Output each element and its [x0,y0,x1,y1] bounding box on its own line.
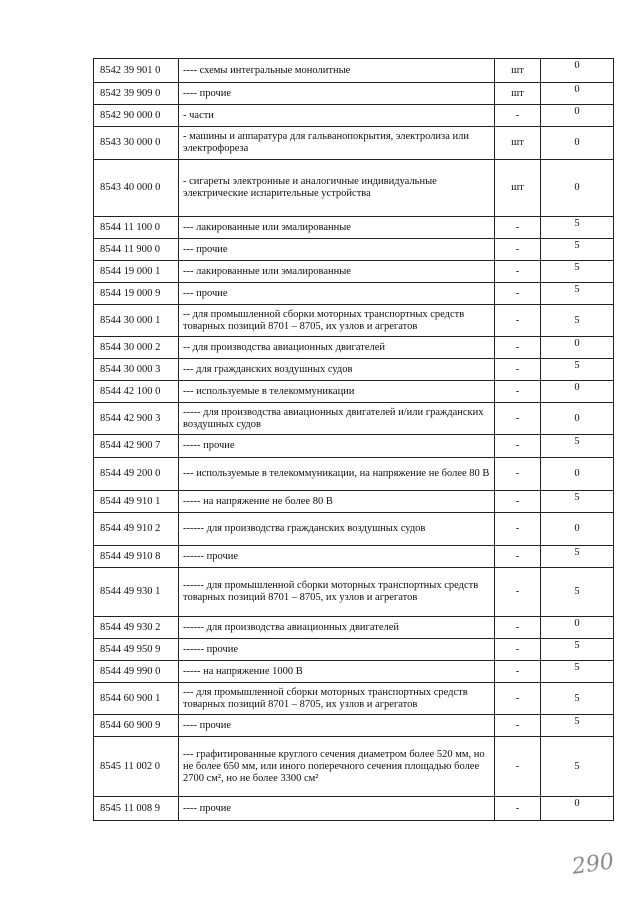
unit-cell: - [495,797,541,821]
code-cell: 8545 11 008 9 [94,797,179,821]
tariff-table-body [94,59,614,821]
description-cell: --- прочие [179,239,495,261]
table-row [94,617,614,639]
duty-rate-cell: 5 [541,683,614,715]
code-cell: 8544 42 900 3 [94,403,179,435]
table-row [94,661,614,683]
code-cell: 8544 19 000 9 [94,283,179,305]
unit-cell: - [495,568,541,617]
code-cell: 8544 11 100 0 [94,217,179,239]
description-cell: ----- на напряжение не более 80 В [179,491,495,513]
code-cell: 8543 30 000 0 [94,127,179,160]
description-cell: ---- прочие [179,83,495,105]
handwritten-page-number: 290 [570,849,616,880]
table-row [94,639,614,661]
duty-rate-cell: 0 [541,513,614,546]
code-cell: 8544 49 930 2 [94,617,179,639]
duty-rate-cell: 0 [541,59,614,83]
unit-cell: - [495,359,541,381]
code-cell: 8544 60 900 9 [94,715,179,737]
table-row [94,381,614,403]
unit-cell: - [495,435,541,458]
table-row [94,491,614,513]
code-cell: 8544 19 000 1 [94,261,179,283]
code-cell: 8544 11 900 0 [94,239,179,261]
description-cell: - машины и аппаратура для гальванопокрытия, электролиза или электрофореза [179,127,495,160]
unit-cell: - [495,337,541,359]
description-cell: ----- на напряжение 1000 В [179,661,495,683]
table-row [94,359,614,381]
table-row [94,83,614,105]
unit-cell: - [495,737,541,797]
duty-rate-cell: 5 [541,359,614,381]
description-cell: - части [179,105,495,127]
duty-rate-cell: 5 [541,491,614,513]
description-cell: --- лакированные или эмалированные [179,261,495,283]
unit-cell: - [495,305,541,337]
table-row [94,217,614,239]
description-cell: ---- схемы интегральные монолитные [179,59,495,83]
description-cell: --- используемые в телекоммуникации [179,381,495,403]
unit-cell: - [495,381,541,403]
duty-rate-cell: 5 [541,305,614,337]
duty-rate-cell: 5 [541,639,614,661]
unit-cell: - [495,458,541,491]
duty-rate-cell: 5 [541,217,614,239]
description-cell: -- для производства авиационных двигателей [179,337,495,359]
code-cell: 8545 11 002 0 [94,737,179,797]
unit-cell: - [495,491,541,513]
unit-cell: шт [495,160,541,217]
description-cell: --- для гражданских воздушных судов [179,359,495,381]
description-cell: ---- прочие [179,797,495,821]
table-row [94,715,614,737]
table-row [94,737,614,797]
table-row [94,568,614,617]
description-cell: ------ для промышленной сборки моторных транспортных средств товарных позиций 8701 – 8705, их узлов и агрегатов [179,568,495,617]
code-cell: 8542 39 909 0 [94,83,179,105]
code-cell: 8544 49 950 9 [94,639,179,661]
table-row [94,797,614,821]
duty-rate-cell: 0 [541,797,614,821]
table-row [94,305,614,337]
code-cell: 8544 30 000 3 [94,359,179,381]
table-row [94,458,614,491]
description-cell: ------ прочие [179,546,495,568]
duty-rate-cell: 5 [541,239,614,261]
description-cell: --- графитированные круглого сечения диаметром более 520 мм, но не более 650 мм, или иного поперечного сечения площадью более 2700 см², но не более 3300 см² [179,737,495,797]
unit-cell: шт [495,59,541,83]
unit-cell: - [495,661,541,683]
duty-rate-cell: 5 [541,737,614,797]
unit-cell: шт [495,83,541,105]
code-cell: 8544 49 910 2 [94,513,179,546]
code-cell: 8544 49 930 1 [94,568,179,617]
duty-rate-cell: 0 [541,617,614,639]
table-row [94,239,614,261]
duty-rate-cell: 5 [541,261,614,283]
description-cell: --- для промышленной сборки моторных транспортных средств товарных позиций 8701 – 8705, их узлов и агрегатов [179,683,495,715]
table-row [94,513,614,546]
code-cell: 8542 90 000 0 [94,105,179,127]
table-row [94,160,614,217]
tariff-table-container [93,58,613,821]
code-cell: 8544 30 000 1 [94,305,179,337]
code-cell: 8544 49 200 0 [94,458,179,491]
description-cell: --- используемые в телекоммуникации, на напряжение не более 80 В [179,458,495,491]
duty-rate-cell: 0 [541,160,614,217]
unit-cell: - [495,261,541,283]
description-cell: ------ для производства авиационных двигателей [179,617,495,639]
unit-cell: - [495,217,541,239]
unit-cell: шт [495,127,541,160]
table-row [94,403,614,435]
description-cell: ------ для производства гражданских воздушных судов [179,513,495,546]
code-cell: 8544 49 990 0 [94,661,179,683]
tariff-table [93,58,614,821]
code-cell: 8544 49 910 1 [94,491,179,513]
duty-rate-cell: 0 [541,83,614,105]
description-cell: ---- прочие [179,715,495,737]
unit-cell: - [495,639,541,661]
code-cell: 8543 40 000 0 [94,160,179,217]
description-cell: - сигареты электронные и аналогичные индивидуальные электрические испарительные устройства [179,160,495,217]
description-cell: ------ прочие [179,639,495,661]
duty-rate-cell: 5 [541,661,614,683]
description-cell: ----- прочие [179,435,495,458]
unit-cell: - [495,513,541,546]
unit-cell: - [495,715,541,737]
duty-rate-cell: 0 [541,381,614,403]
unit-cell: - [495,617,541,639]
description-cell: -- для промышленной сборки моторных транспортных средств товарных позиций 8701 – 8705, их узлов и агрегатов [179,305,495,337]
unit-cell: - [495,239,541,261]
unit-cell: - [495,403,541,435]
unit-cell: - [495,546,541,568]
code-cell: 8544 49 910 8 [94,546,179,568]
duty-rate-cell: 0 [541,105,614,127]
unit-cell: - [495,105,541,127]
table-row [94,435,614,458]
duty-rate-cell: 5 [541,715,614,737]
duty-rate-cell: 5 [541,568,614,617]
duty-rate-cell: 0 [541,337,614,359]
table-row [94,105,614,127]
duty-rate-cell: 0 [541,403,614,435]
table-row [94,59,614,83]
code-cell: 8544 42 900 7 [94,435,179,458]
duty-rate-cell: 5 [541,435,614,458]
table-row [94,337,614,359]
description-cell: ----- для производства авиационных двигателей и/или гражданских воздушных судов [179,403,495,435]
duty-rate-cell: 5 [541,283,614,305]
table-row [94,127,614,160]
code-cell: 8542 39 901 0 [94,59,179,83]
duty-rate-cell: 0 [541,458,614,491]
description-cell: --- прочие [179,283,495,305]
table-row [94,546,614,568]
code-cell: 8544 30 000 2 [94,337,179,359]
unit-cell: - [495,683,541,715]
description-cell: --- лакированные или эмалированные [179,217,495,239]
duty-rate-cell: 0 [541,127,614,160]
duty-rate-cell: 5 [541,546,614,568]
unit-cell: - [495,283,541,305]
table-row [94,283,614,305]
code-cell: 8544 42 100 0 [94,381,179,403]
table-row [94,683,614,715]
table-row [94,261,614,283]
code-cell: 8544 60 900 1 [94,683,179,715]
